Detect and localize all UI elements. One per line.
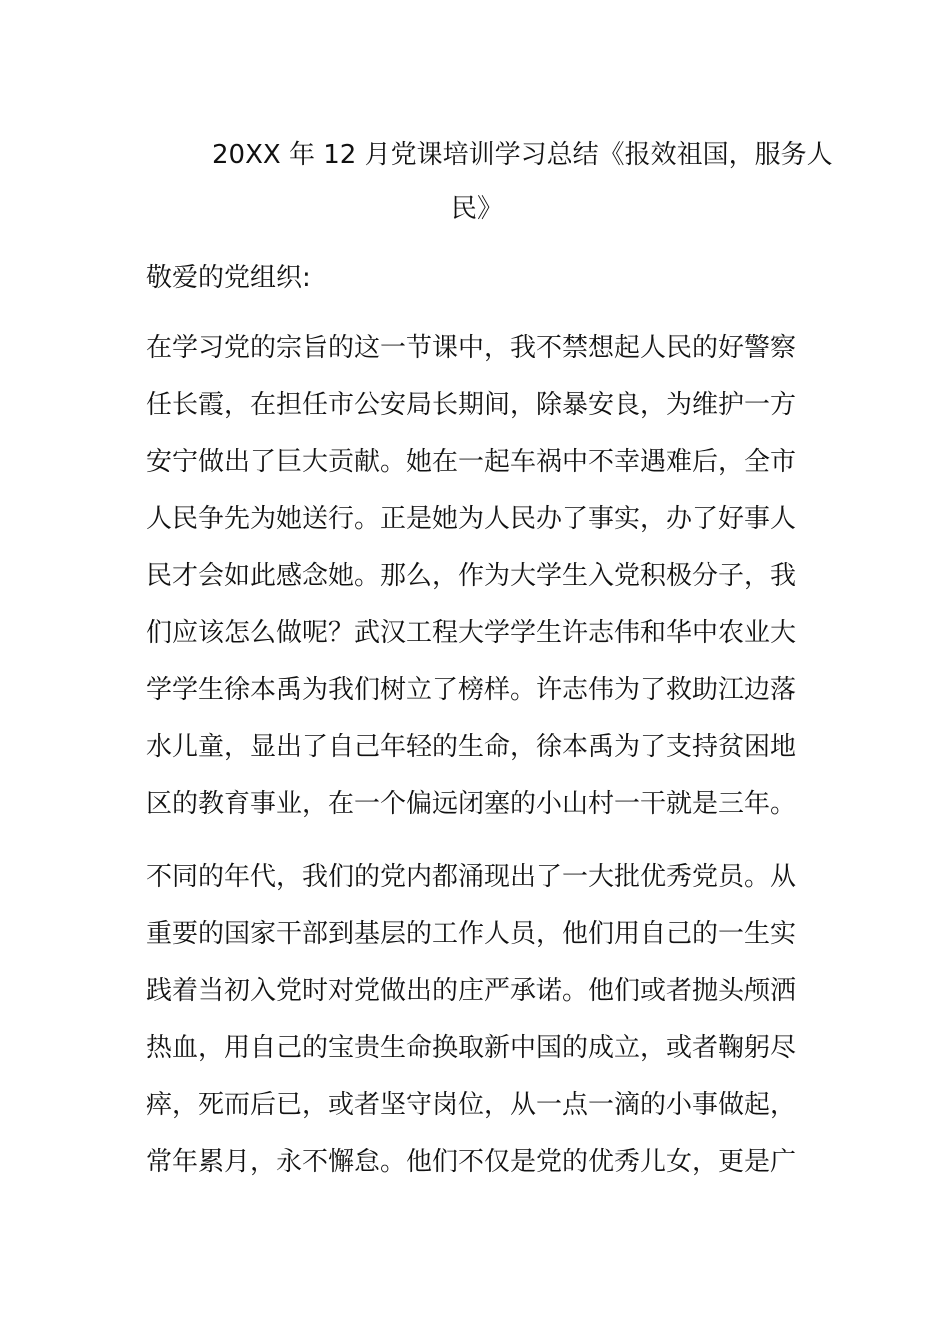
title-line: 民》: [451, 194, 504, 224]
text-line: 不同的年代，我们的党内都涌现出了一大批优秀党员。从: [146, 862, 797, 892]
text-line: 学学生徐本禹为我们树立了榜样。许志伟为了救助江边落: [146, 675, 797, 705]
text-line: 常年累月，永不懈怠。他们不仅是党的优秀儿女，更是广: [146, 1147, 797, 1177]
text-line: 任长霞，在担任市公安局长期间，除暴安良，为维护一方: [146, 390, 797, 420]
text-line: 民才会如此感念她。那么，作为大学生入党积极分子，我: [146, 561, 797, 591]
salutation: 敬爱的党组织:: [146, 263, 311, 293]
text-line: 热血，用自己的宝贵生命换取新中国的成立，或者鞠躬尽: [146, 1033, 797, 1063]
text-line: 在学习党的宗旨的这一节课中，我不禁想起人民的好警察: [146, 333, 797, 363]
text-line: 践着当初入党时对党做出的庄严承诺。他们或者抛头颅洒: [146, 976, 797, 1006]
text-line: 水儿童，显出了自己年轻的生命，徐本禹为了支持贫困地: [146, 732, 797, 762]
text-line: 区的教育事业，在一个偏远闭塞的小山村一干就是三年。: [146, 789, 797, 819]
text-line: 重要的国家干部到基层的工作人员，他们用自己的一生实: [146, 919, 797, 949]
text-line: 安宁做出了巨大贡献。她在一起车祸中不幸遇难后，全市: [146, 447, 797, 477]
paragraph-1: [146, 320, 826, 833]
text-line: 们应该怎么做呢？武汉工程大学学生许志伟和华中农业大: [146, 618, 797, 648]
text-line: 瘁，死而后已，或者坚守岗位，从一点一滴的小事做起，: [146, 1090, 797, 1120]
text-line: 人民争先为她送行。正是她为人民办了事实，办了好事人: [146, 504, 797, 534]
document-title: [146, 128, 833, 236]
title-line: 20XX 年 12 月党课培训学习总结《报效祖国，服务人: [212, 140, 833, 170]
paragraph-2: [146, 849, 826, 1191]
